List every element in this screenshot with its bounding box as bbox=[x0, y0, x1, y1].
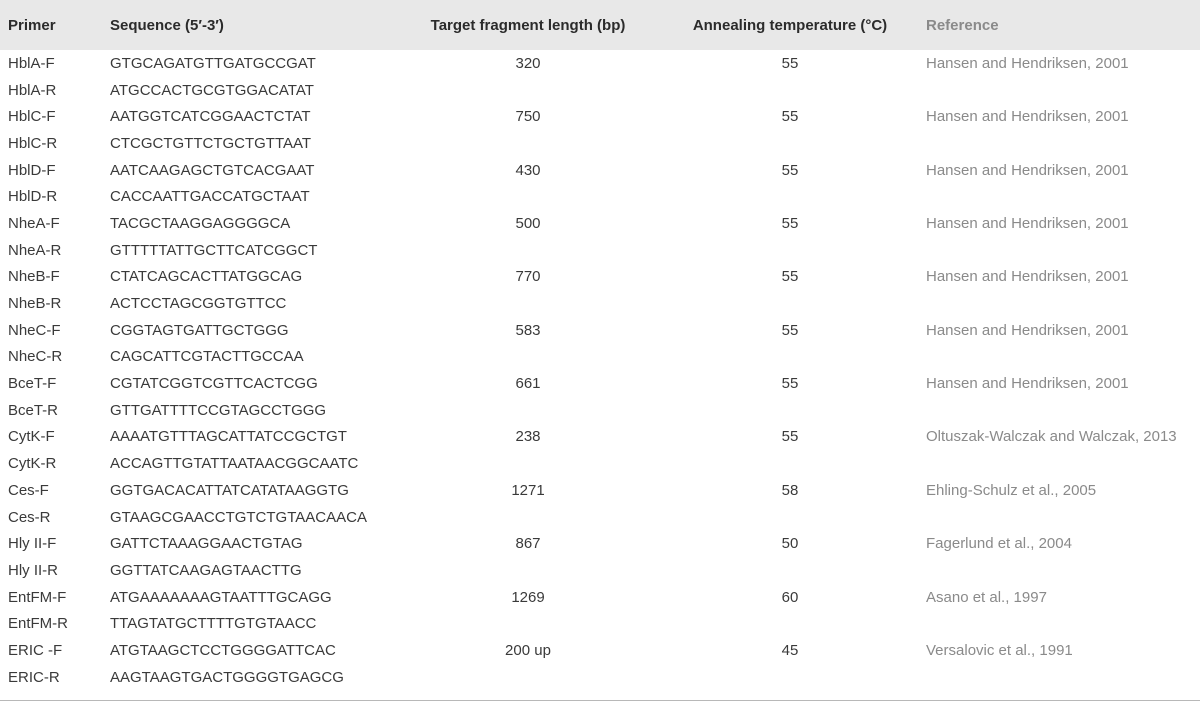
table-row bbox=[0, 557, 1200, 584]
cell-target-length: 200 up bbox=[505, 641, 551, 659]
cell-annealing-temperature: 55 bbox=[781, 321, 799, 339]
cell-primer: NheC-R bbox=[8, 348, 63, 366]
cell-sequence: ACCAGTTGTATTAATAACGGCAATC bbox=[110, 455, 359, 473]
cell-sequence: ATGCCACTGCGTGGACATAT bbox=[110, 81, 314, 99]
cell-sequence: CTATCAGCACTTATGGCAG bbox=[110, 268, 303, 286]
cell-primer: HblD-R bbox=[8, 188, 58, 206]
cell-primer: Hly II-R bbox=[8, 561, 58, 579]
cell-primer: ERIC-R bbox=[8, 668, 60, 686]
cell-target-length bbox=[398, 237, 658, 264]
cell-sequence: ATGAAAAAAAGTAATTTGCAGG bbox=[110, 588, 332, 606]
cell-sequence: GTAAGCGAACCTGTCTGTAACAACA bbox=[110, 508, 367, 526]
cell-reference: Hansen and Hendriksen, 2001 bbox=[926, 54, 1129, 72]
cell-target-length bbox=[398, 130, 658, 157]
cell-annealing-temperature: 58 bbox=[781, 481, 799, 499]
table-row bbox=[0, 290, 1200, 317]
cell-primer: HblA-R bbox=[8, 81, 57, 99]
cell-primer: BceT-R bbox=[8, 401, 59, 419]
table-row bbox=[0, 424, 1200, 451]
cell-reference bbox=[922, 664, 1200, 691]
cell-sequence: AATCAAGAGCTGTCACGAAT bbox=[110, 161, 315, 179]
cell-primer: Hly II-F bbox=[8, 535, 57, 553]
cell-reference bbox=[922, 557, 1200, 584]
cell-target-length: 320 bbox=[515, 54, 541, 72]
table-row bbox=[0, 477, 1200, 504]
cell-target-length: 430 bbox=[515, 161, 541, 179]
cell-sequence: AAAATGTTTAGCATTATCCGCTGT bbox=[110, 428, 347, 446]
cell-target-length bbox=[398, 610, 658, 637]
cell-annealing-temperature: 50 bbox=[781, 535, 799, 553]
cell-annealing-temperature: 55 bbox=[781, 108, 799, 126]
cell-reference: Hansen and Hendriksen, 2001 bbox=[926, 321, 1129, 339]
cell-annealing-temperature bbox=[658, 237, 922, 264]
table-bottom-rule bbox=[0, 700, 1200, 701]
cell-target-length bbox=[398, 77, 658, 104]
table-row bbox=[0, 237, 1200, 264]
cell-reference bbox=[922, 130, 1200, 157]
table-row bbox=[0, 157, 1200, 184]
cell-reference: Hansen and Hendriksen, 2001 bbox=[926, 214, 1129, 232]
cell-target-length bbox=[398, 504, 658, 531]
table-row bbox=[0, 77, 1200, 104]
cell-annealing-temperature: 60 bbox=[781, 588, 799, 606]
header-reference: Reference bbox=[926, 16, 999, 34]
cell-sequence: CACCAATTGACCATGCTAAT bbox=[110, 188, 310, 206]
cell-primer: CytK-F bbox=[8, 428, 55, 446]
cell-target-length: 661 bbox=[515, 375, 541, 393]
cell-reference: Hansen and Hendriksen, 2001 bbox=[926, 375, 1129, 393]
cell-reference: Ehling-Schulz et al., 2005 bbox=[926, 481, 1097, 499]
cell-annealing-temperature: 55 bbox=[781, 268, 799, 286]
cell-reference bbox=[922, 183, 1200, 210]
cell-primer: ERIC -F bbox=[8, 641, 63, 659]
cell-sequence: GTTTTTATTGCTTCATCGGCT bbox=[110, 241, 318, 259]
table-row bbox=[0, 344, 1200, 371]
cell-target-length bbox=[398, 290, 658, 317]
cell-annealing-temperature bbox=[658, 77, 922, 104]
cell-annealing-temperature: 45 bbox=[781, 641, 799, 659]
table-row bbox=[0, 130, 1200, 157]
cell-primer: NheA-F bbox=[8, 214, 60, 232]
table-row bbox=[0, 183, 1200, 210]
cell-annealing-temperature bbox=[658, 183, 922, 210]
table-body bbox=[0, 50, 1200, 691]
cell-primer: HblC-R bbox=[8, 134, 58, 152]
cell-annealing-temperature bbox=[658, 450, 922, 477]
table-row bbox=[0, 210, 1200, 237]
cell-primer: EntFM-R bbox=[8, 615, 68, 633]
cell-target-length bbox=[398, 397, 658, 424]
table-row bbox=[0, 664, 1200, 691]
cell-annealing-temperature bbox=[658, 130, 922, 157]
cell-reference: Oltuszak-Walczak and Walczak, 2013 bbox=[926, 428, 1177, 446]
cell-primer: HblD-F bbox=[8, 161, 56, 179]
cell-primer: NheB-F bbox=[8, 268, 60, 286]
table-row bbox=[0, 264, 1200, 291]
cell-sequence: CGTATCGGTCGTTCACTCGG bbox=[110, 375, 318, 393]
cell-sequence: CGGTAGTGATTGCTGGG bbox=[110, 321, 289, 339]
table-row bbox=[0, 317, 1200, 344]
cell-reference: Hansen and Hendriksen, 2001 bbox=[926, 268, 1129, 286]
cell-reference: Hansen and Hendriksen, 2001 bbox=[926, 161, 1129, 179]
cell-reference bbox=[922, 397, 1200, 424]
cell-target-length bbox=[398, 450, 658, 477]
cell-annealing-temperature bbox=[658, 610, 922, 637]
cell-reference: Versalovic et al., 1991 bbox=[926, 641, 1073, 659]
cell-sequence: CAGCATTCGTACTTGCCAA bbox=[110, 348, 304, 366]
table-row bbox=[0, 504, 1200, 531]
cell-reference bbox=[922, 344, 1200, 371]
cell-primer: NheA-R bbox=[8, 241, 62, 259]
table-row bbox=[0, 103, 1200, 130]
cell-target-length: 1269 bbox=[511, 588, 545, 606]
cell-sequence: AATGGTCATCGGAACTCTAT bbox=[110, 108, 311, 126]
cell-reference bbox=[922, 290, 1200, 317]
header-primer: Primer bbox=[8, 16, 56, 34]
table-row bbox=[0, 530, 1200, 557]
cell-target-length: 583 bbox=[515, 321, 541, 339]
cell-sequence: TTAGTATGCTTTTGTGTAACC bbox=[110, 615, 317, 633]
cell-sequence: ACTCCTAGCGGTGTTCC bbox=[110, 295, 287, 313]
cell-sequence: GGTTATCAAGAGTAACTTG bbox=[110, 561, 302, 579]
cell-annealing-temperature bbox=[658, 664, 922, 691]
header-sequence: Sequence (5′-3′) bbox=[110, 16, 224, 34]
cell-annealing-temperature: 55 bbox=[781, 54, 799, 72]
cell-target-length bbox=[398, 664, 658, 691]
cell-annealing-temperature: 55 bbox=[781, 375, 799, 393]
cell-primer: BceT-F bbox=[8, 375, 57, 393]
cell-annealing-temperature bbox=[658, 397, 922, 424]
table-header-row bbox=[0, 0, 1200, 50]
cell-target-length bbox=[398, 344, 658, 371]
cell-target-length: 770 bbox=[515, 268, 541, 286]
cell-reference bbox=[922, 610, 1200, 637]
table-row bbox=[0, 584, 1200, 611]
table-row bbox=[0, 637, 1200, 664]
cell-target-length bbox=[398, 557, 658, 584]
cell-target-length: 500 bbox=[515, 214, 541, 232]
cell-annealing-temperature bbox=[658, 557, 922, 584]
cell-reference bbox=[922, 450, 1200, 477]
cell-sequence: TACGCTAAGGAGGGGCA bbox=[110, 214, 291, 232]
cell-annealing-temperature: 55 bbox=[781, 161, 799, 179]
cell-primer: HblC-F bbox=[8, 108, 56, 126]
table-row bbox=[0, 397, 1200, 424]
cell-target-length: 750 bbox=[515, 108, 541, 126]
table-row bbox=[0, 610, 1200, 637]
header-target-length: Target fragment length (bp) bbox=[430, 16, 626, 34]
cell-target-length: 238 bbox=[515, 428, 541, 446]
cell-reference bbox=[922, 237, 1200, 264]
cell-annealing-temperature bbox=[658, 344, 922, 371]
cell-target-length bbox=[398, 183, 658, 210]
cell-target-length: 867 bbox=[515, 535, 541, 553]
cell-target-length: 1271 bbox=[511, 481, 545, 499]
cell-annealing-temperature: 55 bbox=[781, 214, 799, 232]
cell-annealing-temperature bbox=[658, 290, 922, 317]
cell-annealing-temperature: 55 bbox=[781, 428, 799, 446]
cell-reference bbox=[922, 77, 1200, 104]
cell-primer: Ces-R bbox=[8, 508, 51, 526]
cell-primer: Ces-F bbox=[8, 481, 49, 499]
table-row bbox=[0, 50, 1200, 77]
cell-sequence: AAGTAAGTGACTGGGGTGAGCG bbox=[110, 668, 344, 686]
cell-reference: Fagerlund et al., 2004 bbox=[926, 535, 1072, 553]
cell-reference bbox=[922, 504, 1200, 531]
table-row bbox=[0, 450, 1200, 477]
cell-primer: EntFM-F bbox=[8, 588, 67, 606]
header-annealing-temperature: Annealing temperature (°C) bbox=[692, 16, 888, 34]
cell-sequence: GTGCAGATGTTGATGCCGAT bbox=[110, 54, 316, 72]
cell-sequence: GATTCTAAAGGAACTGTAG bbox=[110, 535, 303, 553]
cell-sequence: GTTGATTTTCCGTAGCCTGGG bbox=[110, 401, 327, 419]
cell-reference: Asano et al., 1997 bbox=[926, 588, 1047, 606]
cell-sequence: ATGTAAGCTCCTGGGGATTCAC bbox=[110, 641, 336, 659]
cell-primer: HblA-F bbox=[8, 54, 55, 72]
cell-reference: Hansen and Hendriksen, 2001 bbox=[926, 108, 1129, 126]
cell-primer: NheC-F bbox=[8, 321, 61, 339]
cell-sequence: CTCGCTGTTCTGCTGTTAAT bbox=[110, 134, 312, 152]
cell-primer: NheB-R bbox=[8, 295, 62, 313]
cell-sequence: GGTGACACATTATCATATAAGGTG bbox=[110, 481, 349, 499]
cell-annealing-temperature bbox=[658, 504, 922, 531]
cell-primer: CytK-R bbox=[8, 455, 57, 473]
table-row bbox=[0, 370, 1200, 397]
